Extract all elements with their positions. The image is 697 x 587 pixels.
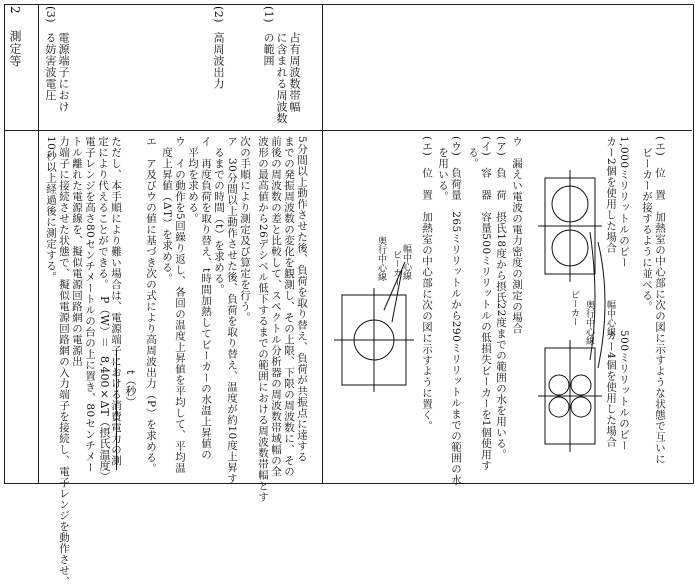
step-i: イ 再度負荷を取り替え、t時間加熱してビーカーの水温上昇値の 平均を求める。 — [187, 136, 212, 460]
item-3-number: (3) — [44, 6, 57, 24]
formula-lhs: P（W）＝ — [98, 296, 111, 348]
item-e-position: (エ) 位 置 加熱室の中心部に次の図に示すような状態で互いに ビーカーが接するように並べる。 — [641, 136, 666, 465]
item-u2: (ウ) 負荷量 265ミリリットルから290ミリリットルまでの範囲の水 を用いる。 — [437, 136, 462, 486]
caption-1000ml: 1,000ミリリットルのビー カー2個を使用した場合 — [605, 136, 630, 268]
item-1-number: (1) — [262, 6, 275, 24]
step-u: ウ イの動作を5回繰り返し、各回の温度上昇値を平均して、平均温 度上昇値（ΔT）を求める。 — [161, 136, 186, 474]
item-i: (イ) 容 器 容量500ミリリットルの低損失ビーカーを1個使用す る。 — [467, 136, 492, 471]
section-title: 測定等 — [8, 30, 22, 68]
step-e: エ ア及びウの値に基づき次の式により高周波出力（P）を求める。 — [145, 136, 157, 474]
note-text: ただし、本手順により難い場合は、電源端子における消費電力の測 定により代えることができる。 — [97, 136, 122, 466]
section-number: 2 — [8, 6, 22, 15]
caption-500ml: 500ミリリットルのビー カー4個を使用した場合 — [605, 330, 630, 451]
item-2-number: (2) — [212, 6, 225, 24]
formula-numerator: 8,400×ΔT（摂氏温度） — [98, 356, 111, 482]
procedure-intro: 次の手順により測定及び算定を行う。 — [239, 136, 251, 323]
diagram-1000ml — [538, 170, 602, 282]
item-2-label: 高周波出力 — [212, 32, 225, 90]
item-1-label: 占有周波数帯幅 に含まれる周波数 の範囲 — [262, 32, 301, 124]
step-a: ア 30分間以上動作させた後、負荷を取り替え、温度が約10度上昇す るまでの時間（t）を求める。 — [213, 136, 238, 484]
width-center-label-bottom: 幅中心線 — [401, 244, 411, 280]
item-a: (ア) 負 荷 摂氏18度から摂氏22度までの範囲の水を用いる。 — [495, 136, 507, 460]
item-e2: (エ) 位 置 加熱室の中心部に次の図に示すように置く。 — [421, 136, 433, 432]
bandwidth-text: 5分間以上動作させた後、負荷を取り替え、負荷が共振点に達する までの発振周波数の変化を観測し、その上限、下限の周波数に、その 前後の周波数の差と比較して、スペクトル分析器の周波数帯域幅の全 波形の最高値から26デシベル低下するまでの範囲における周波数帯幅とす — [257, 136, 308, 503]
beaker-label-top: ビーカー — [569, 290, 579, 326]
diagram-500ml — [538, 340, 602, 452]
emission-voltage-text: 電子レンジを高さ80センチメートルの台の上に置き、80センチメー トル離れた電源線を、擬似電源回路網の電源出 力端子に接続させた状態で、擬似電源回路網の入力端子を接続し、電子レンジを動作させ、 10秒以上経過後に測定する。 — [45, 136, 96, 587]
width-center-label-top: 幅中心線 — [605, 300, 615, 336]
item-3-label: 電源端子におけ る妨害波電圧 — [44, 32, 70, 113]
item-u: ウ 漏えい電波の電力密度の測定の場合 — [511, 136, 523, 334]
depth-center-label-top: 奥行中心線 — [584, 300, 594, 345]
depth-center-label-bottom: 奥行中心線 — [376, 236, 386, 281]
beaker-label-bottom: ビーカー — [391, 250, 401, 286]
formula-denominator: t（秒） — [124, 370, 137, 408]
